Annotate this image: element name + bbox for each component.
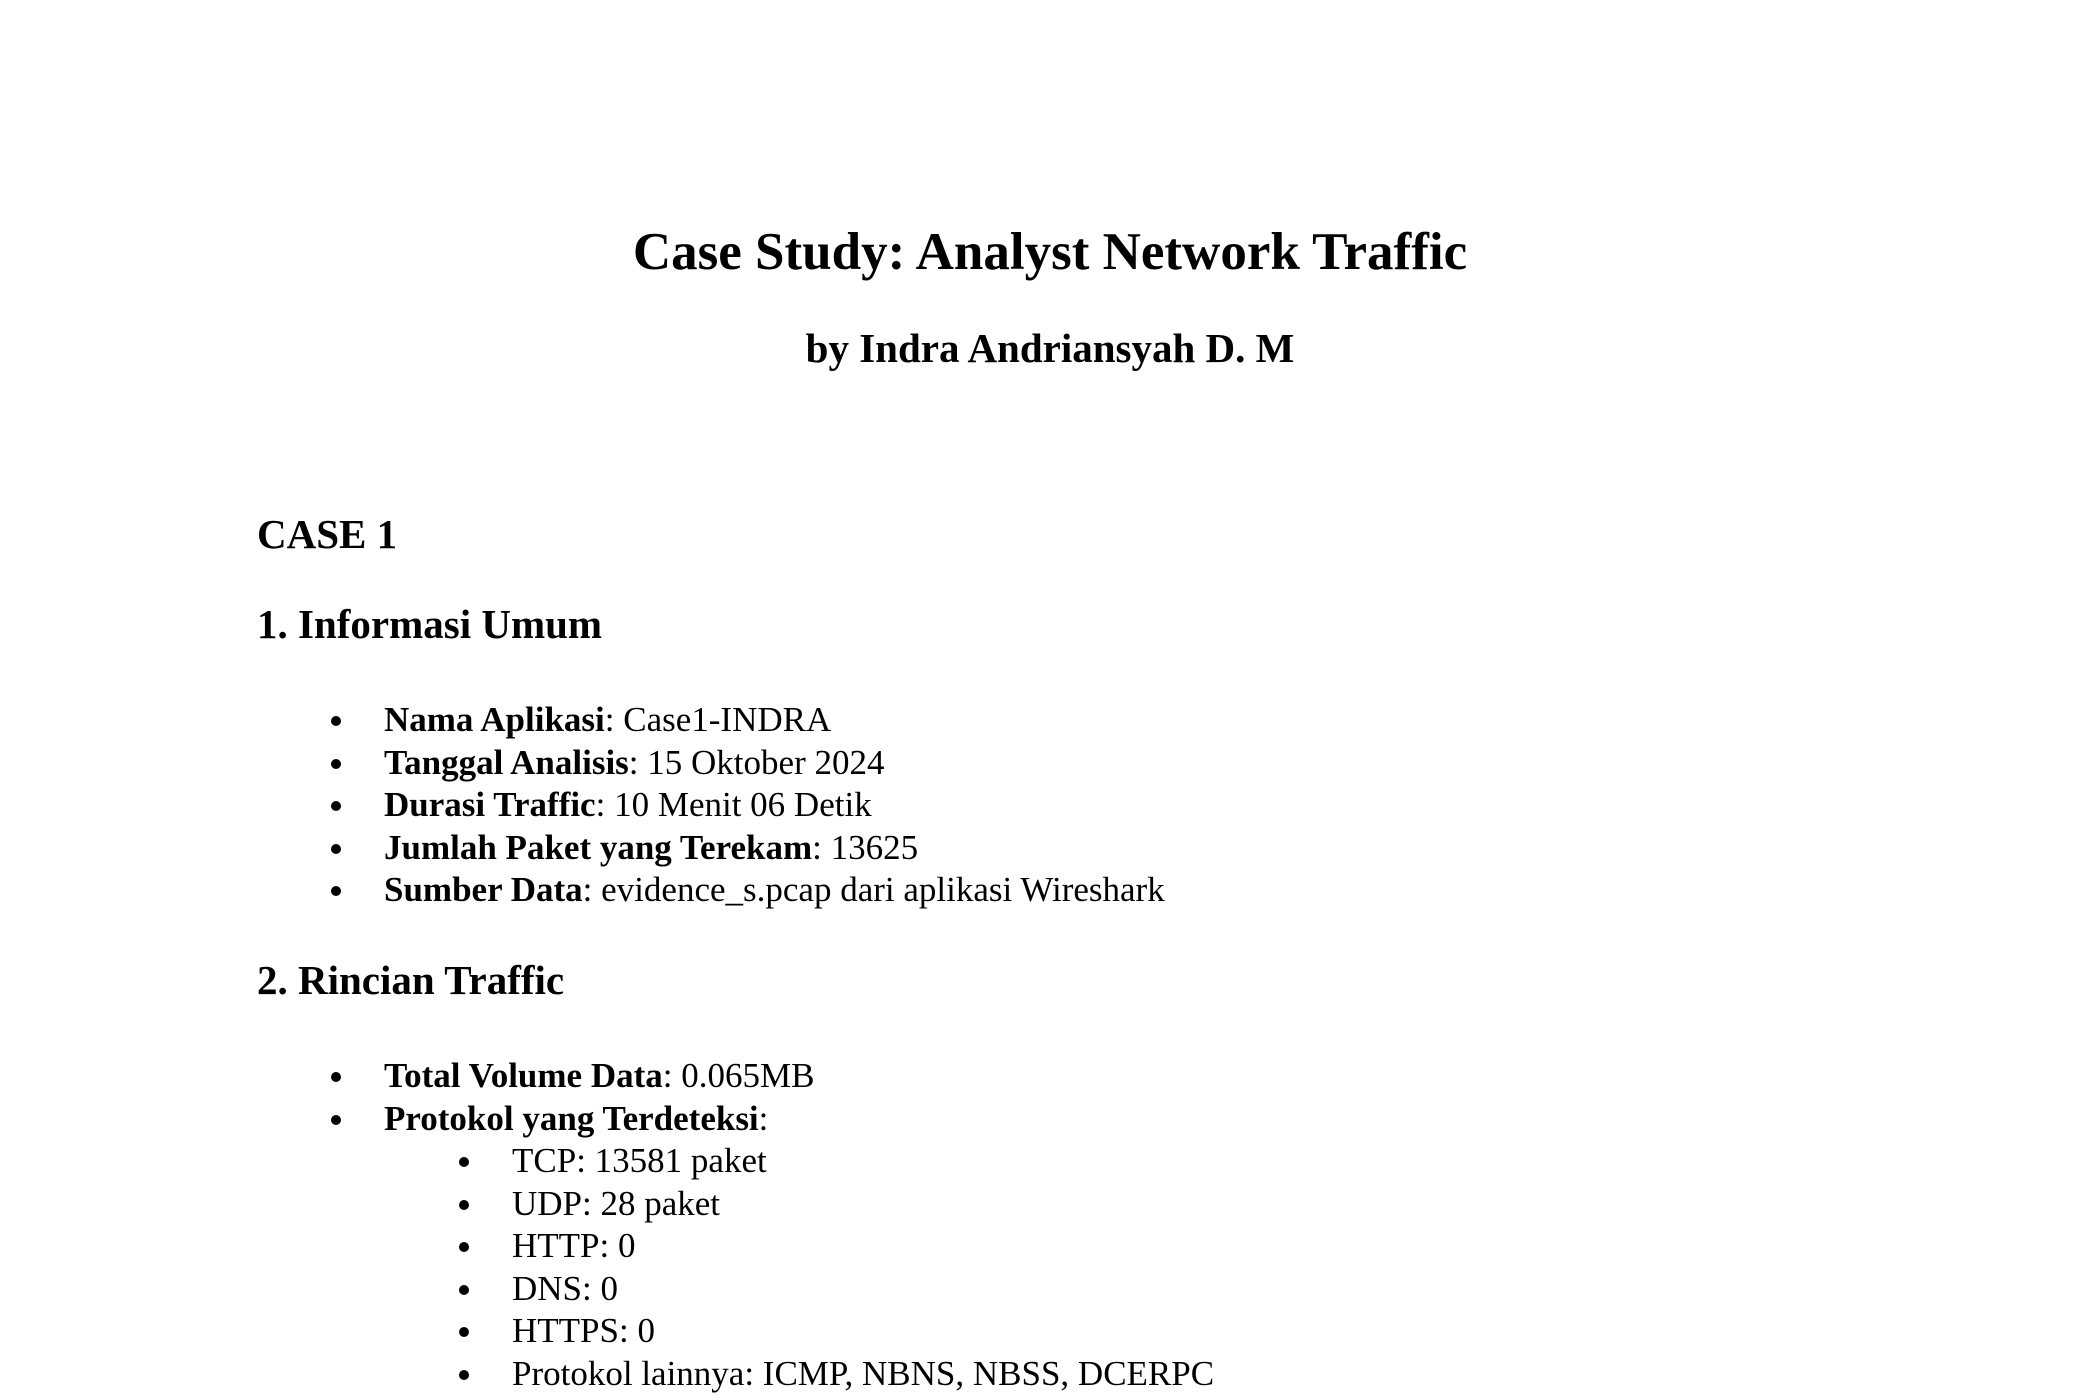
list-item-sumber-data xyxy=(384,869,1165,912)
item-label: Tanggal Analisis xyxy=(384,742,629,782)
traffic-details-list xyxy=(384,1055,1215,1395)
list-item-durasi-traffic xyxy=(384,784,1165,827)
item-label: Nama Aplikasi xyxy=(384,700,605,739)
item-separator: : xyxy=(582,870,602,909)
item-label: Sumber Data xyxy=(384,870,583,909)
general-info-list xyxy=(384,699,1165,912)
protocol-item-https: HTTPS: 0 xyxy=(512,1310,1214,1353)
item-separator: : xyxy=(628,742,648,782)
item-value: 13625 xyxy=(830,827,919,867)
item-separator: : xyxy=(758,1098,769,1138)
item-separator: : xyxy=(595,785,615,824)
item-value: 10 Menit 06 Detik xyxy=(614,785,872,824)
protocol-item-tcp: TCP: 13581 paket xyxy=(512,1140,1214,1183)
protocol-item-other: Protokol lainnya: ICMP, NBNS, NBSS, DCERPC xyxy=(512,1353,1214,1396)
protocol-item-dns: DNS: 0 xyxy=(512,1268,1214,1311)
section-heading-informasi-umum: 1. Informasi Umum xyxy=(257,601,603,647)
protocol-sublist-container xyxy=(384,1140,1215,1395)
item-value: Case1-INDRA xyxy=(623,700,832,739)
list-item-jumlah-paket xyxy=(384,827,1165,870)
item-label: Total Volume Data xyxy=(384,1056,663,1095)
item-value: 0.065MB xyxy=(681,1056,815,1095)
item-separator: : xyxy=(812,827,831,867)
document-author: by Indra Andriansyah D. M xyxy=(805,325,1295,371)
item-label: Protokol yang Terdeteksi xyxy=(384,1098,759,1138)
section-heading-rincian-traffic: 2. Rincian Traffic xyxy=(257,957,565,1003)
list-item-nama-aplikasi xyxy=(384,699,1165,742)
item-label: Durasi Traffic xyxy=(384,785,596,824)
case-heading: CASE 1 xyxy=(257,511,398,557)
item-separator: : xyxy=(604,700,624,739)
protocol-item-udp: UDP: 28 paket xyxy=(512,1183,1214,1226)
list-item-protokol xyxy=(384,1098,1086,1141)
item-value: evidence_s.pcap dari aplikasi Wireshark xyxy=(601,870,1165,909)
list-item-tanggal-analisis xyxy=(384,742,1165,785)
list-item-total-volume xyxy=(384,1055,1086,1098)
item-separator: : xyxy=(662,1056,682,1095)
item-label: Jumlah Paket yang Terekam xyxy=(384,827,813,867)
item-value: 15 Oktober 2024 xyxy=(647,742,885,782)
document-title: Case Study: Analyst Network Traffic xyxy=(632,223,1468,281)
protocol-list xyxy=(512,1140,1214,1395)
protocol-item-http: HTTP: 0 xyxy=(512,1225,1214,1268)
